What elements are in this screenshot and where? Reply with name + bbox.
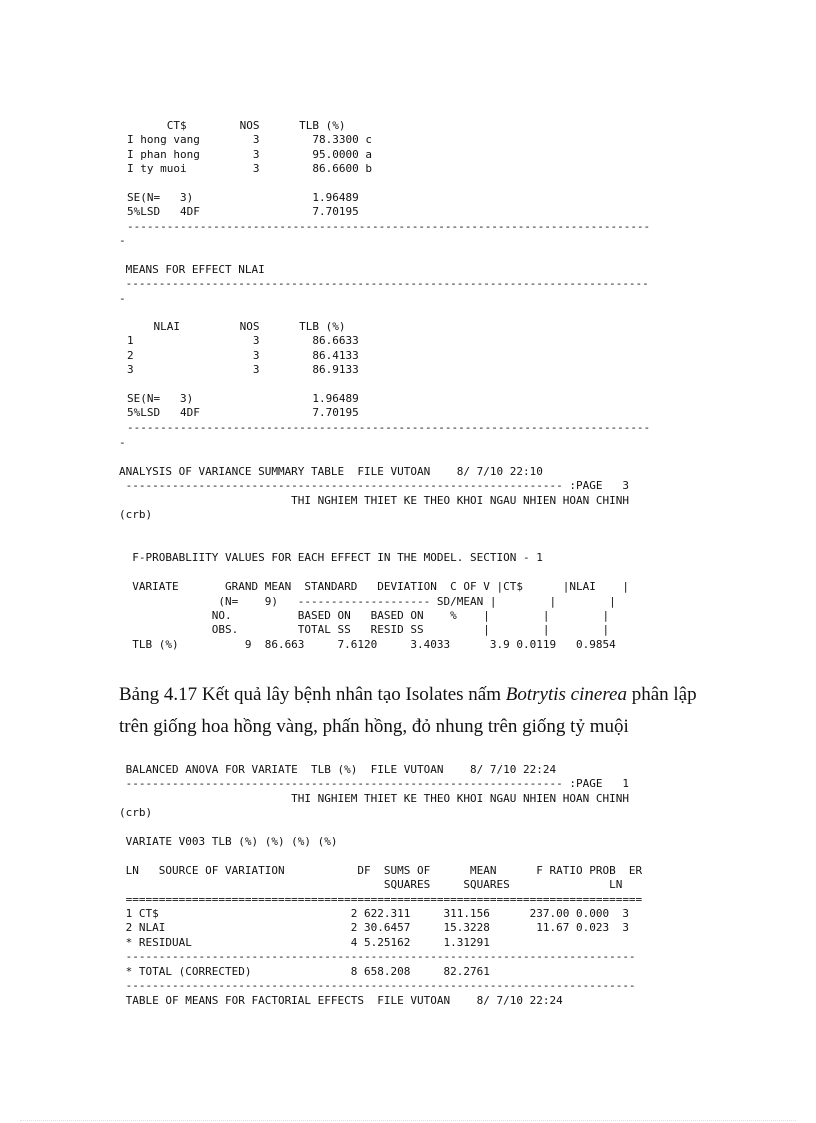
text-line: ANALYSIS OF VARIANCE SUMMARY TABLE FILE VUTOAN 8/ 7/10 22:10: [119, 465, 543, 478]
text-line: 3 3 86.9133: [127, 363, 359, 377]
caption-suffix: phân lập: [626, 684, 697, 705]
text-line: -------------------------------------------------------------------------------: [127, 219, 651, 233]
text-line: TABLE OF MEANS FOR FACTORIAL EFFECTS FILE VUTOAN 8/ 7/10 22:24: [119, 993, 563, 1007]
text-line: BALANCED ANOVA FOR VARIATE TLB (%) FILE VUTOAN 8/ 7/10 22:24: [119, 763, 557, 776]
text-line: I ty muoi 3 86.6600 b: [127, 162, 373, 176]
text-line: I phan hong 3 95.0000 a: [127, 147, 373, 161]
nlai-means-wrap-dash: [119, 436, 126, 450]
text-line: MEANS FOR EFFECT NLAI: [119, 263, 265, 276]
caption-prefix: Bảng 4.17 Kết quả lây bệnh nhân tạo Isolates nấm: [119, 684, 506, 705]
text-line: (N= 9) -------------------- SD/MEAN | | |: [119, 594, 616, 608]
text-line: CT$ NOS TLB (%): [127, 119, 346, 132]
text-line: I hong vang 3 78.3300 c: [127, 133, 373, 147]
text-line: F-PROBABLIITY VALUES FOR EACH EFFECT IN THE MODEL. SECTION - 1: [119, 551, 543, 565]
text-line: NO. BASED ON BASED ON % | | |: [119, 609, 610, 623]
text-line: 1 CT$ 2 622.311 311.156 237.00 0.000 3: [119, 907, 629, 921]
page-bottom-rule: [20, 1120, 796, 1121]
text-line: -----------------------------------------------------------------------------: [119, 979, 636, 993]
ct-means-wrap-dash: [119, 234, 126, 248]
text-line: -------------------------------------------------------------------------------: [119, 277, 649, 291]
text-line: SE(N= 3) 1.96489: [127, 191, 359, 205]
text-line: VARIATE GRAND MEAN STANDARD DEVIATION C OF V |CT$ |NLAI |: [119, 580, 629, 594]
text-line: THI NGHIEM THIET KE THEO KHOI NGAU NHIEN HOAN CHINH: [119, 791, 629, 805]
text-line: TLB (%) 9 86.663 7.6120 3.4033 3.9 0.0119 0.9854: [119, 637, 616, 651]
table-caption-line-2: trên giống hoa hồng vàng, phấn hồng, đỏ nhung trên giống tỷ muội: [119, 716, 629, 737]
table-caption-line-1: [119, 683, 697, 707]
text-line: * TOTAL (CORRECTED) 8 658.208 82.2761: [119, 964, 490, 978]
text-line: ==============================================================================: [119, 892, 643, 906]
text-line: SQUARES SQUARES LN: [119, 878, 623, 892]
caption-species: Botrytis cinerea: [505, 684, 627, 705]
text-line: LN SOURCE OF VARIATION DF SUMS OF MEAN F RATIO PROB ER: [119, 863, 643, 877]
text-line: -: [119, 436, 126, 449]
text-line: -------------------------------------------------------------------------------: [127, 420, 651, 434]
nlai-means-block: [127, 320, 650, 435]
text-line: * RESIDUAL 4 5.25162 1.31291: [119, 935, 490, 949]
text-line: ------------------------------------------------------------------ :PAGE 3: [119, 479, 629, 493]
text-line: 2 3 86.4133: [127, 348, 359, 362]
nlai-heading-wrap-dash: [119, 292, 126, 306]
text-line: (crb): [119, 806, 153, 820]
anova-summary-block: [119, 465, 629, 652]
nlai-effect-heading: [119, 263, 649, 292]
text-line: 5%LSD 4DF 7.70195: [127, 406, 359, 420]
text-line: 5%LSD 4DF 7.70195: [127, 205, 359, 219]
text-line: 1 3 86.6633: [127, 334, 359, 348]
balanced-anova-block: [119, 763, 642, 1008]
text-line: -: [119, 292, 126, 305]
text-line: -----------------------------------------------------------------------------: [119, 950, 636, 964]
text-line: THI NGHIEM THIET KE THEO KHOI NGAU NHIEN HOAN CHINH: [119, 493, 629, 507]
text-line: SE(N= 3) 1.96489: [127, 392, 359, 406]
text-line: -: [119, 234, 126, 247]
text-line: NLAI NOS TLB (%): [127, 320, 346, 333]
text-line: ------------------------------------------------------------------ :PAGE 1: [119, 777, 629, 791]
text-line: VARIATE V003 TLB (%) (%) (%) (%): [119, 835, 338, 849]
ct-means-block: [127, 119, 650, 234]
text-line: (crb): [119, 508, 153, 522]
text-line: 2 NLAI 2 30.6457 15.3228 11.67 0.023 3: [119, 921, 629, 935]
text-line: OBS. TOTAL SS RESID SS | | |: [119, 623, 610, 637]
